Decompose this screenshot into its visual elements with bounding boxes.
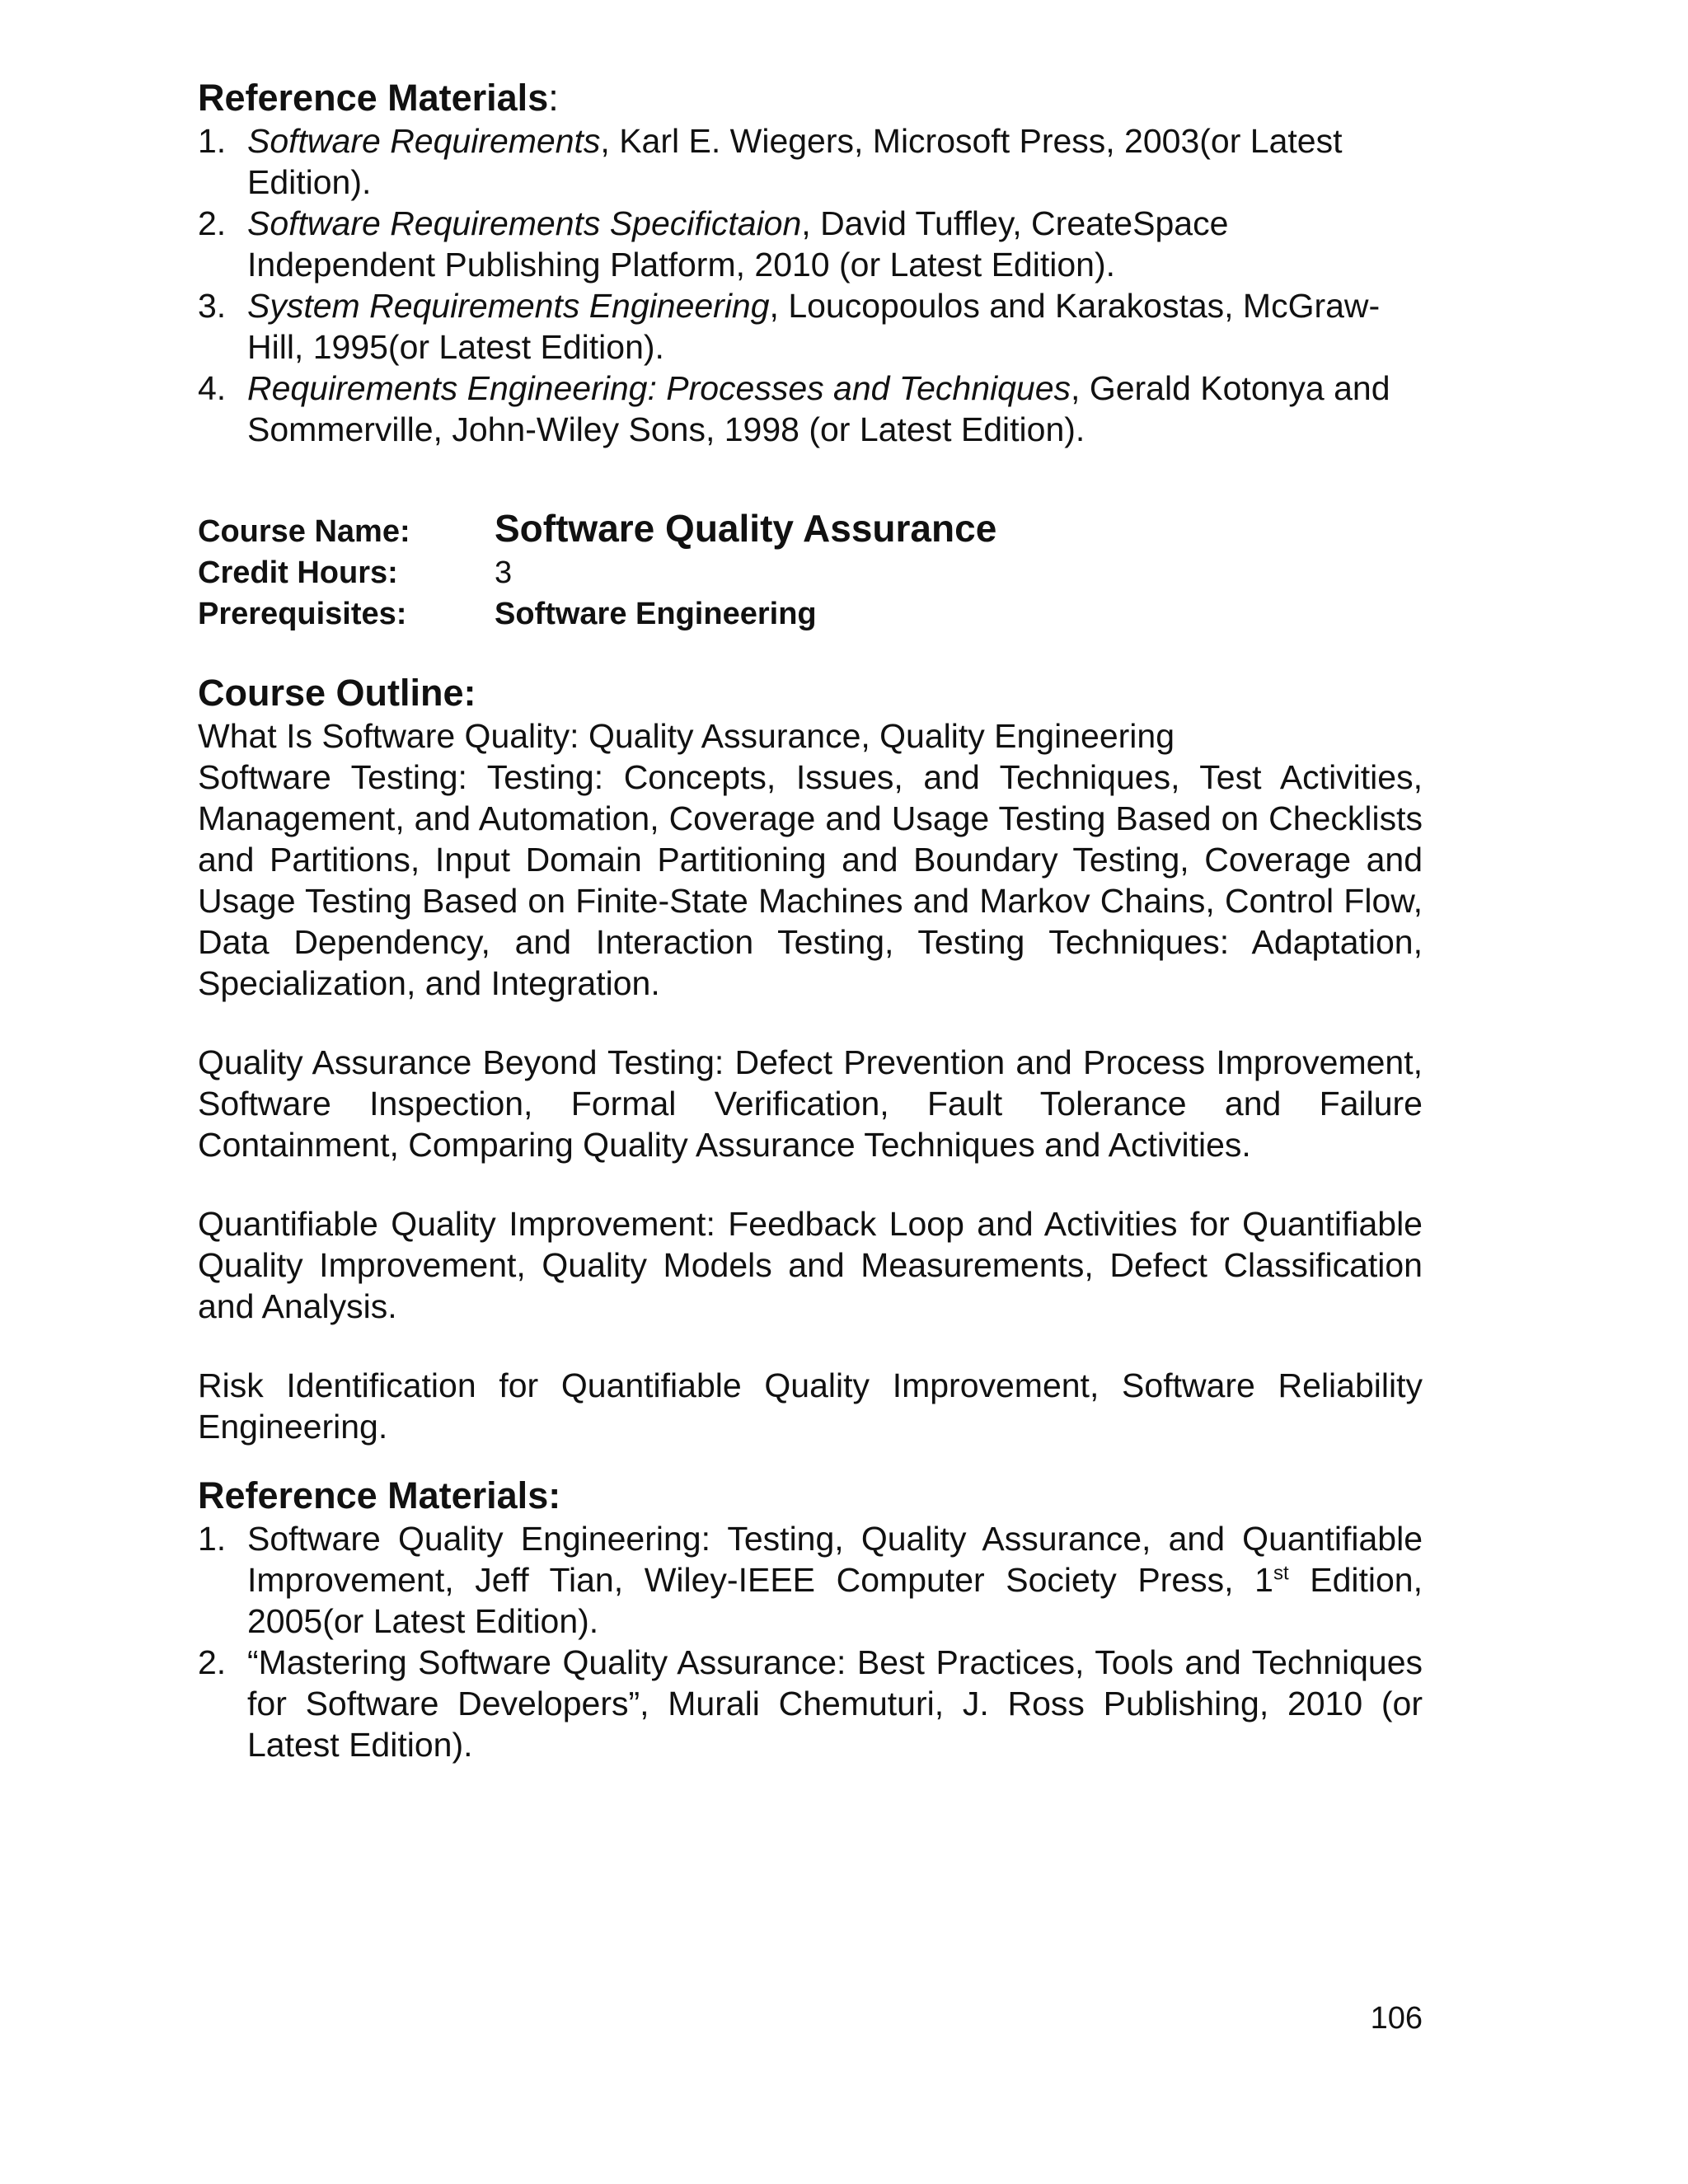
- prerequisites-row: [198, 593, 1423, 635]
- reference-details: , Loucopoulos and Karakostas, McGraw-Hill, 1995(or Latest Edition).: [247, 287, 1381, 366]
- reference-text-end: Edition, 2005(or Latest Edition).: [247, 1561, 1423, 1640]
- course-outline-heading: Course Outline:: [198, 672, 476, 714]
- course-name-row: [198, 508, 1423, 552]
- reference-title: Software Requirements Specifictaion: [247, 204, 802, 242]
- reference-list-2: [198, 1518, 1423, 1765]
- reference-details: , Karl E. Wiegers, Microsoft Press, 2003(or Latest Edition).: [247, 122, 1343, 201]
- reference-text: “Mastering Software Quality Assurance: Best Practices, Tools and Techniques for Software Developers”, Murali Chemuturi, J. Ross Publishing, 2010 (or Latest Edition).: [247, 1643, 1423, 1764]
- course-name-value: Software Quality Assurance: [495, 507, 997, 550]
- reference-item-1: [198, 1518, 1423, 1642]
- reference-materials-heading-1: Reference Materials:: [198, 77, 559, 119]
- reference-item-3: [198, 285, 1423, 368]
- reference-materials-heading-2: Reference Materials:: [198, 1474, 561, 1516]
- reference-title: Requirements Engineering: Processes and Techniques: [247, 369, 1071, 407]
- credit-hours-value: 3: [495, 555, 513, 590]
- reference-number: 2.: [198, 204, 227, 242]
- reference-number: 1.: [198, 122, 227, 160]
- credit-hours-row: [198, 552, 1423, 593]
- reference-item-1: [198, 120, 1423, 203]
- reference-item-2: [198, 203, 1423, 285]
- reference-item-4: [198, 368, 1423, 450]
- outline-paragraph-testing: Software Testing: Testing: Concepts, Issues, and Techniques, Test Activities, Management, and Automation, Coverage and Usage Testing Based on Checklists and Partitions, Input Domain Partitioning and Boundary Testing, Coverage and Usage Testing Based on Finite-State Machines and Markov Chains, Control Flow, Data Dependency, and Interaction Testing, Testing Techniques: Adaptation, Specialization, and Integration.: [198, 758, 1423, 1002]
- reference-number: 3.: [198, 287, 227, 325]
- reference-details: , Gerald Kotonya and Sommerville, John-Wiley Sons, 1998 (or Latest Edition).: [247, 369, 1390, 448]
- prerequisites-label: Prerequisites:: [198, 597, 407, 631]
- reference-title: Software Requirements: [247, 122, 601, 160]
- prerequisites-value: Software Engineering: [495, 597, 817, 631]
- outline-paragraph-quantifiable: Quantifiable Quality Improvement: Feedback Loop and Activities for Quantifiable Quality Improvement, Quality Models and Measurements, Defect Classification and Analysis.: [198, 1205, 1423, 1325]
- reference-title: System Requirements Engineering: [247, 287, 770, 325]
- outline-paragraph-beyond-testing: Quality Assurance Beyond Testing: Defect Prevention and Process Improvement, Software Inspection, Formal Verification, Fault Tolerance and Failure Containment, Comparing Quality Assurance Techniques and Activities.: [198, 1043, 1423, 1164]
- outline-line: What Is Software Quality: Quality Assurance, Quality Engineering: [198, 717, 1175, 755]
- document-page: [198, 76, 1423, 1765]
- superscript: st: [1273, 1562, 1289, 1585]
- credit-hours-label: Credit Hours:: [198, 555, 398, 590]
- course-name-label: Course Name:: [198, 514, 410, 549]
- reference-list-1: [198, 120, 1423, 450]
- reference-item-2: [198, 1642, 1423, 1765]
- course-meta: [198, 508, 1423, 635]
- reference-number: 4.: [198, 369, 227, 407]
- page-number: 106: [1370, 2001, 1423, 2036]
- reference-text: Software Quality Engineering: Testing, Quality Assurance, and Quantifiable Improvement, Jeff Tian, Wiley-IEEE Computer Society Press, 1: [247, 1520, 1423, 1599]
- outline-paragraph-risk: Risk Identification for Quantifiable Quality Improvement, Software Reliability Engineering.: [198, 1366, 1423, 1446]
- reference-number: 1.: [198, 1520, 227, 1558]
- reference-details: , David Tuffley, CreateSpace Independent Publishing Platform, 2010 (or Latest Edition).: [247, 204, 1229, 284]
- reference-number: 2.: [198, 1643, 227, 1681]
